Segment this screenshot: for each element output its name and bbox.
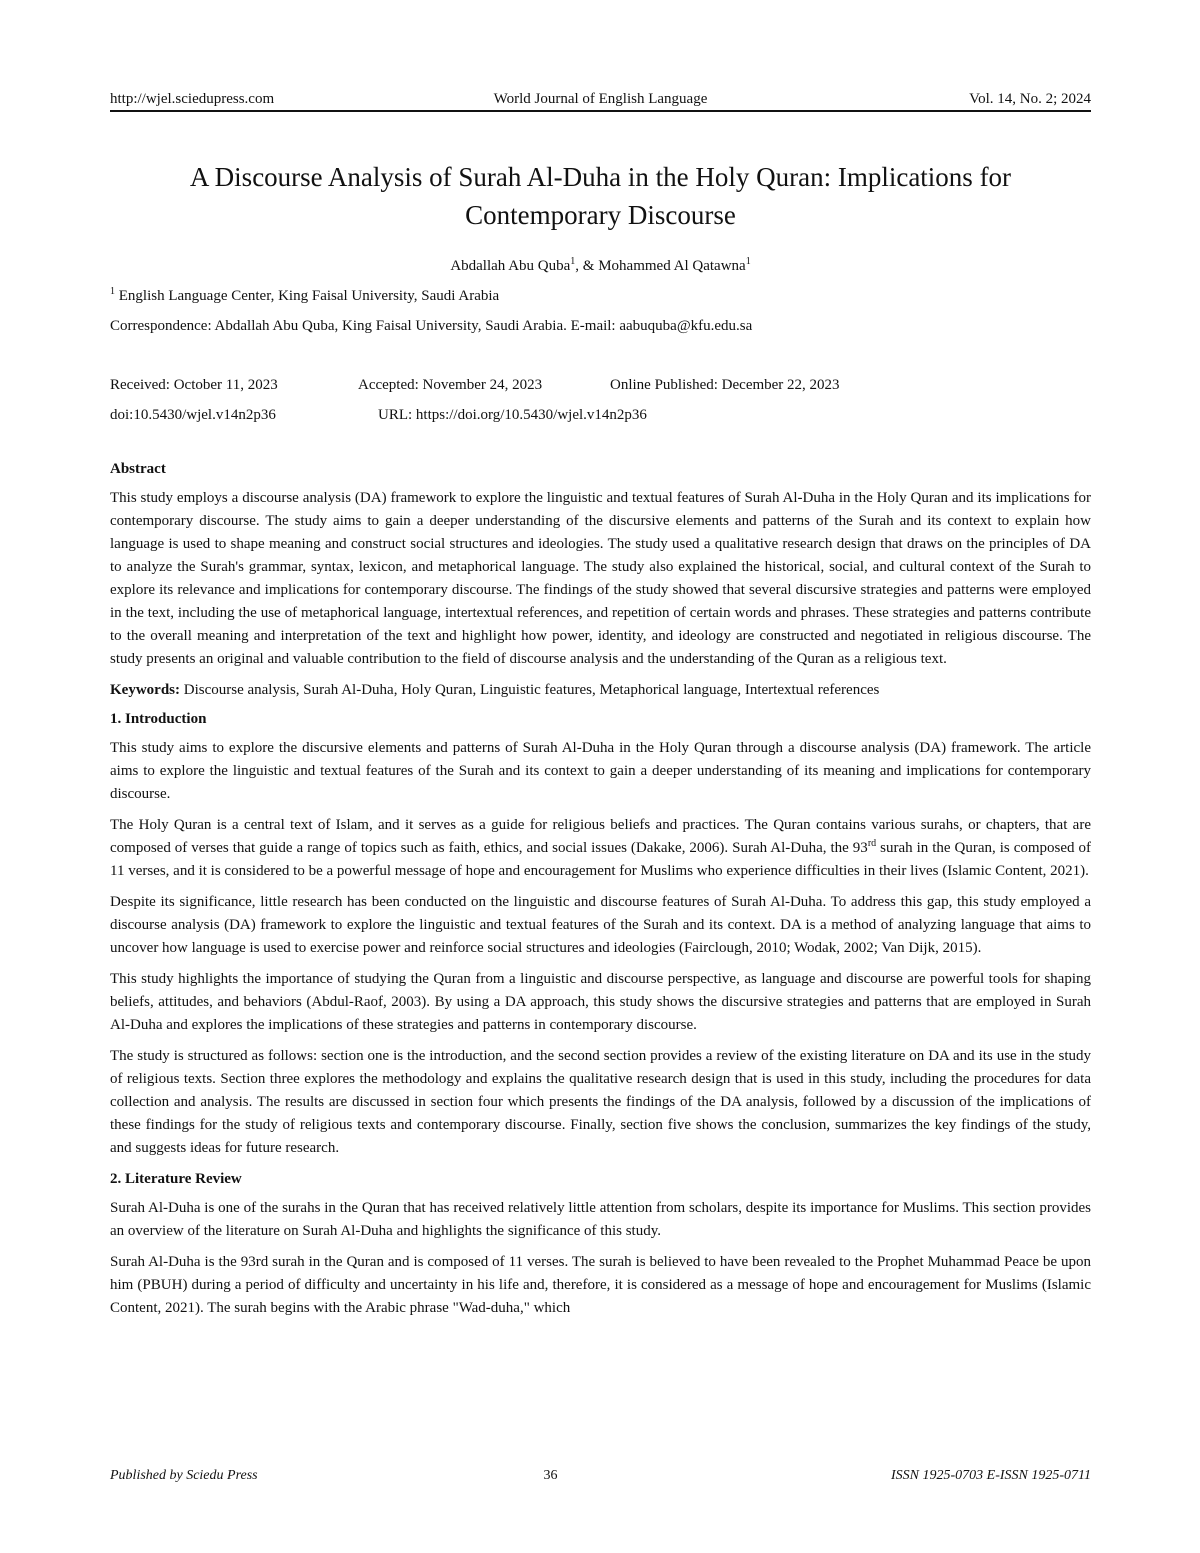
ordinal-suffix: rd [867,838,877,849]
page-footer [110,1465,1091,1487]
affiliation-marker: 1 [110,286,115,297]
section-heading-introduction: 1. Introduction [110,711,207,727]
volume-info: Vol. 14, No. 2; 2024 [969,91,1091,107]
header-rule [110,110,1091,112]
author-line [110,256,1091,276]
published-date: Online Published: December 22, 2023 [610,377,840,393]
paragraph: Surah Al-Duha is one of the surahs in the Quran that has received relatively little attention from scholars, despite its importance for Muslims. This section provides an overview of the literature on Surah Al-Duha and highlights the significance of this study. [110,1200,1091,1239]
author-separator: , & [575,258,599,274]
abstract-heading: Abstract [110,461,166,477]
issn-info: ISSN 1925-0703 E-ISSN 1925-0711 [891,1468,1091,1483]
paragraph-text: The Holy Quran is a central text of Islam, and it serves as a guide for religious beliefs and practices. The Quran contains various surahs, or chapters, that are composed of verses that guide a range of topics such as faith, ethics, and social issues (Dakake, 2006). Surah Al-Duha, the 93 [110,817,1091,856]
journal-website-link[interactable]: http://wjel.sciedupress.com [110,91,275,107]
abstract-text: This study employs a discourse analysis (DA) framework to explore the linguistic and textual features of Surah Al-Duha in the Holy Quran and its implications for contemporary discourse. The study aims to gain a deeper understanding of the discursive elements and patterns of the Surah and its context to explain how language is used to shape meaning and construct social structures and ideologies. The study used a qualitative research design that draws on the principles of DA to analyze the Surah's grammar, syntax, lexicon, and metaphorical language. The study also explained the historical, social, and cultural context of the Surah to explore its relevance and implications for contemporary discourse. The findings of the study showed that several discursive strategies and patterns were employed in the text, including the use of metaphorical language, intertextual references, and repetition of certain words and phrases. These strategies and patterns contribute to the overall meaning and interpretation of the text and highlight how power, identity, and ideology are constructed and negotiated in religious discourse. The study presents an original and valuable contribution to the field of discourse analysis and the understanding of the Quran as a religious text. [110,490,1091,667]
publisher-name: Published by Sciedu Press [110,1468,258,1483]
paragraph: This study aims to explore the discursive elements and patterns of Surah Al-Duha in the Holy Quran through a discourse analysis (DA) framework. The article aims to explore the linguistic and textual features of the Surah and its context to gain a deeper understanding of its meaning and implications for contemporary discourse. [110,740,1091,802]
paragraph: Surah Al-Duha is the 93rd surah in the Quran and is composed of 11 verses. The surah is believed to have been revealed to the Prophet Muhammad Peace be upon him (PBUH) during a period of difficulty and uncertainty in his life and, therefore, it is considered as a message of hope and encouragement for Muslims (Islamic Content, 2021). The surah begins with the Arabic phrase "Wad-duha," which [110,1254,1091,1316]
author-name: Abdallah Abu Quba [450,258,571,274]
doi: doi:10.5430/wjel.v14n2p36 [110,407,276,423]
affiliation [110,286,499,306]
page-number: 36 [543,1468,558,1483]
correspondence: Correspondence: Abdallah Abu Quba, King Faisal University, Saudi Arabia. E-mail: aabuquba@kfu.edu.sa [110,318,753,334]
keywords-text: Discourse analysis, Surah Al-Duha, Holy Quran, Linguistic features, Metaphorical language, Intertextual references [180,682,880,698]
doi-url-link[interactable]: URL: https://doi.org/10.5430/wjel.v14n2p36 [378,407,647,423]
author-name: Mohammed Al Qatawna [598,258,746,274]
paper-page [110,0,1091,1553]
journal-name: World Journal of English Language [493,91,708,107]
paragraph: This study highlights the importance of studying the Quran from a linguistic and discourse perspective, as language and discourse are powerful tools for shaping beliefs, attitudes, and behaviors (Abdul-Raof, 2003). By using a DA approach, this study shows the discursive strategies and patterns that are employed in Surah Al-Duha and explores the implications of these strategies and patterns in contemporary discourse. [110,971,1091,1033]
running-header [110,87,1091,111]
keywords [110,679,1091,702]
accepted-date: Accepted: November 24, 2023 [358,377,543,393]
paper-body [110,458,1091,1328]
paragraph: The study is structured as follows: section one is the introduction, and the second section provides a review of the existing literature on DA and its use in the study of religious texts. Section three explores the methodology and explains the qualitative research design that is used in this study, including the procedures for data collection and analysis. The results are discussed in section four which presents the findings of the DA analysis, followed by a discussion of the implications of these findings for the study of religious texts and contemporary discourse. Finally, section five shows the conclusion, summarizes the key findings of the study, and suggests ideas for future research. [110,1048,1091,1156]
received-date: Received: October 11, 2023 [110,377,278,393]
affiliation-marker: 1 [570,256,576,267]
affiliation-text: English Language Center, King Faisal University, Saudi Arabia [115,288,500,304]
paragraph [110,814,1091,883]
paragraph-text: surah in the Quran, is composed of 11 verses, and it is considered to be a powerful message of hope and encouragement for Muslims who experience difficulties in their lives (Islamic Content, 2021). [110,840,1091,879]
section-heading-literature-review: 2. Literature Review [110,1171,242,1187]
paper-title: A Discourse Analysis of Surah Al-Duha in the Holy Quran: Implications for Contemporary Discourse [189,162,1012,230]
paragraph: Despite its significance, little research has been conducted on the linguistic and discourse features of Surah Al-Duha. To address this gap, this study employed a discourse analysis (DA) framework to explore the linguistic and textual features of the Surah and its context. DA is a method of analyzing language that aims to uncover how language is used to exercise power and reinforce social structures and ideologies (Fairclough, 2010; Wodak, 2002; Van Dijk, 2015). [110,894,1091,956]
keywords-label: Keywords: [110,682,180,698]
affiliation-marker: 1 [745,256,751,267]
